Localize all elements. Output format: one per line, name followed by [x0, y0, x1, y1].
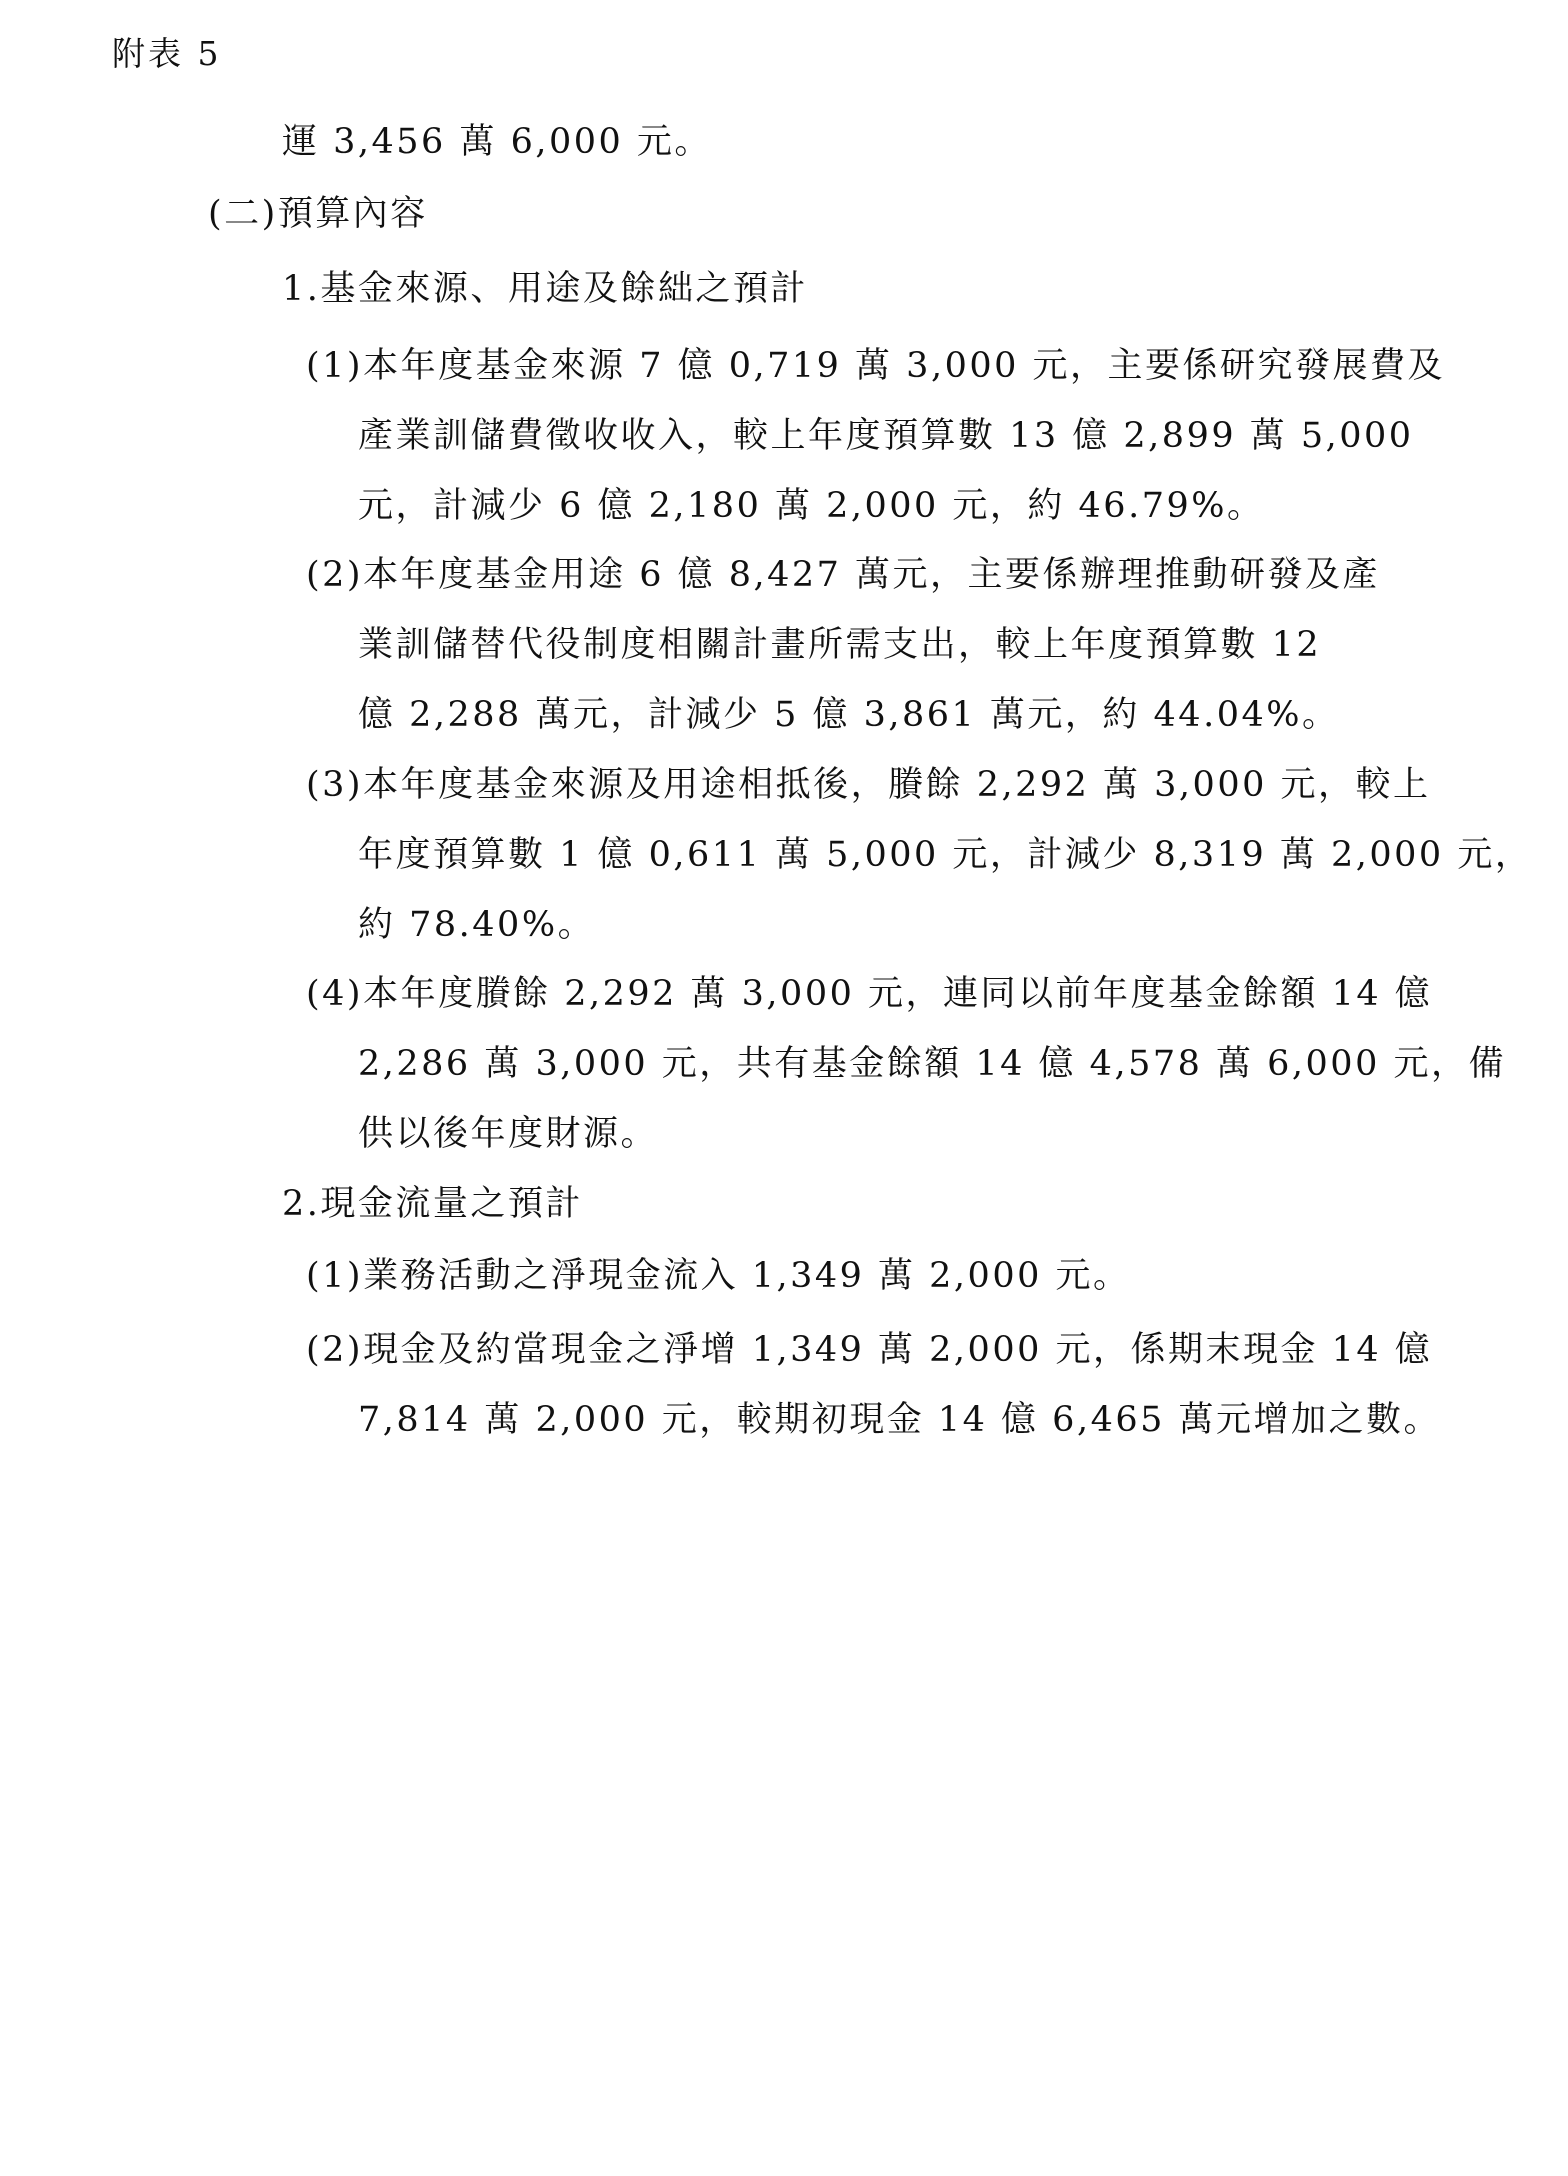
item-line: 億 2,288 萬元，計減少 5 億 3,861 萬元，約 44.04%。	[358, 695, 1340, 735]
cashflow-item-2	[306, 1326, 1442, 1466]
fund-item-1	[306, 342, 1445, 552]
item-line: (4)本年度賸餘 2,292 萬 3,000 元，連同以前年度基金餘額 14 億	[306, 974, 1433, 1014]
item-line: (2)現金及約當現金之淨增 1,349 萬 2,000 元，係期末現金 14 億	[306, 1330, 1433, 1370]
item-line: (3)本年度基金來源及用途相抵後，賸餘 2,292 萬 3,000 元，較上	[306, 765, 1431, 805]
item-line: 業訓儲替代役制度相關計畫所需支出，較上年度預算數 12	[358, 625, 1322, 665]
intro-line: 運 3,456 萬 6,000 元。	[282, 122, 712, 162]
item-line: 約 78.40%。	[358, 905, 596, 945]
section-heading: (二)預算內容	[208, 194, 428, 234]
page-label: 附表 5	[112, 34, 222, 73]
item-line: (2)本年度基金用途 6 億 8,427 萬元，主要係辦理推動研發及產	[306, 555, 1381, 595]
fund-item-2	[306, 551, 1442, 761]
fund-item-3	[306, 761, 1533, 971]
item-line: 2,286 萬 3,000 元，共有基金餘額 14 億 4,578 萬 6,000 元，備	[358, 1044, 1506, 1084]
item-line: 年度預算數 1 億 0,611 萬 5,000 元，計減少 8,319 萬 2,000 元，	[358, 835, 1533, 875]
subsection-title-fund: 1.基金來源、用途及餘絀之預計	[282, 269, 808, 309]
item-line: 7,814 萬 2,000 元，較期初現金 14 億 6,465 萬元增加之數。	[358, 1400, 1442, 1440]
subsection-title-cashflow: 2.現金流量之預計	[282, 1184, 583, 1224]
item-line: 產業訓儲費徵收收入，較上年度預算數 13 億 2,899 萬 5,000	[358, 416, 1414, 456]
item-line: 供以後年度財源。	[358, 1114, 659, 1154]
cashflow-item-1	[306, 1252, 1442, 1322]
fund-item-4	[306, 970, 1506, 1180]
item-line: (1)本年度基金來源 7 億 0,719 萬 3,000 元，主要係研究發展費及	[306, 346, 1445, 386]
item-line: 元，計減少 6 億 2,180 萬 2,000 元，約 46.79%。	[358, 486, 1265, 526]
item-line: (1)業務活動之淨現金流入 1,349 萬 2,000 元。	[306, 1256, 1131, 1296]
